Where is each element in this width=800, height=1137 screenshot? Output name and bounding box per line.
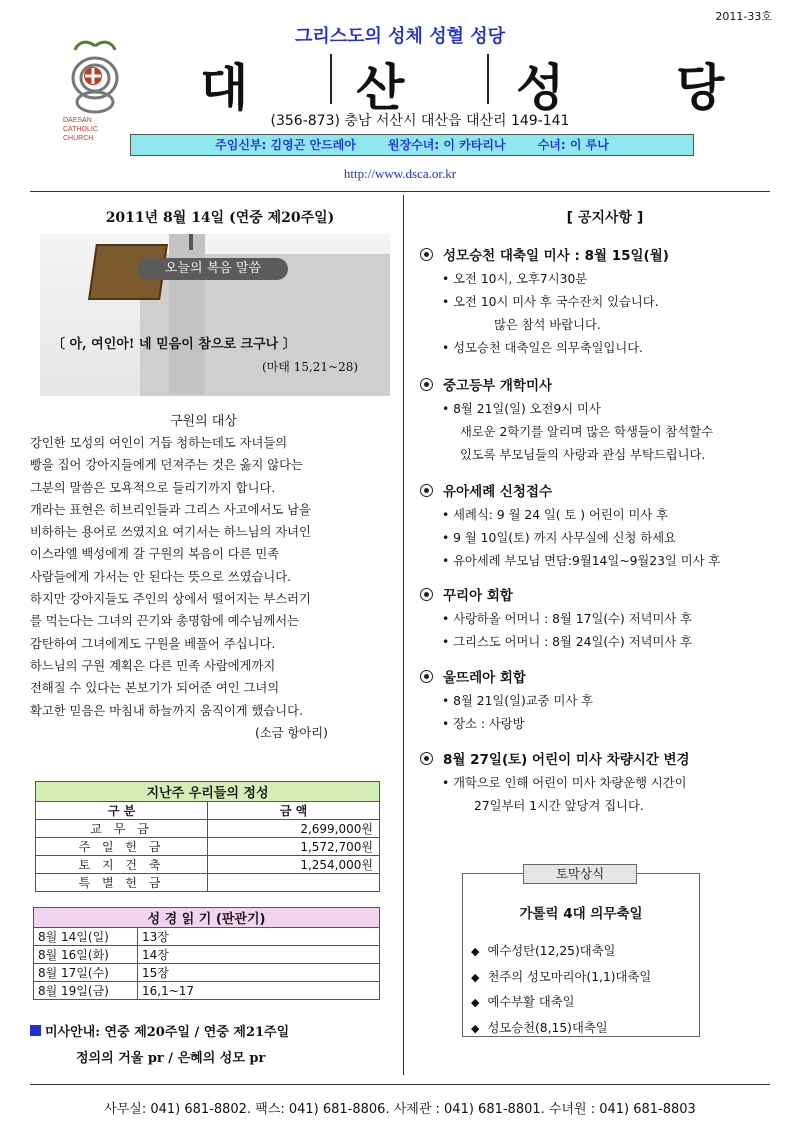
staff-pastor: 주임신부: 김영곤 안드레아	[215, 138, 356, 152]
list-item	[471, 965, 651, 991]
list-item	[471, 939, 651, 965]
offering-amount: 2,699,000원	[208, 820, 380, 838]
notice-line: 많은 참석 바랍니다.	[494, 318, 601, 332]
bottom-divider	[30, 1084, 770, 1085]
notice-line: • 성모승천 대축일은 의무축일입니다.	[442, 341, 644, 355]
big-title	[170, 48, 770, 118]
notice-item	[420, 748, 790, 818]
tomak-label: 토막상식	[523, 864, 637, 884]
sermon-line: 개라는 표현은 히브리인들과 그리스 사고에서도 남을	[30, 502, 311, 517]
church-logo	[55, 38, 135, 158]
tomak-item: 예수부활 대축일	[487, 995, 575, 1009]
contact-footer: 사무실: 041) 681-8802. 팩스: 041) 681-8806. 사제관 : 041) 681-8801. 수녀원 : 041) 681-8803	[104, 1102, 696, 1117]
column-divider	[403, 195, 404, 1075]
notice-item	[420, 480, 790, 573]
offering-label: 주 일 헌 금	[36, 838, 208, 856]
diamond-icon: ◆	[471, 945, 480, 958]
gospel-quote: 〔 아, 여인아! 네 믿음이 참으로 크구나 〕	[52, 337, 296, 352]
title-divider	[330, 54, 332, 104]
offering-amount: 1,572,700원	[208, 838, 380, 856]
circle-bullet-icon	[420, 670, 433, 683]
address: (356-873) 충남 서산시 대산읍 대산리 149-141	[270, 113, 570, 129]
offering-amount	[208, 874, 380, 892]
reading-chapter: 15장	[138, 964, 380, 982]
mass-guide	[30, 1020, 289, 1072]
sermon-line: 하느님의 구원 계획은 다른 민족 사람에게까지	[30, 658, 276, 673]
date-line: 2011년 8월 14일 (연중 제20주일)	[105, 210, 335, 226]
reading-chapter: 14장	[138, 946, 380, 964]
tomak-item: 예수성탄(12,25)대축일	[487, 944, 616, 958]
top-divider	[30, 191, 770, 192]
offering-label: 토 지 건 축	[36, 856, 208, 874]
diamond-icon: ◆	[471, 1021, 480, 1035]
logo-line-1: DAESAN	[63, 117, 92, 124]
circle-bullet-icon	[420, 484, 433, 497]
reading-date: 8월 19일(금)	[34, 982, 138, 1000]
circle-bullet-icon	[420, 378, 433, 391]
notice-line: • 9 월 10일(토) 까지 사무실에 신청 하세요	[442, 531, 676, 545]
reading-date: 8월 14일(일)	[34, 928, 138, 946]
notice-line: • 개학으로 인해 어린이 미사 차량운행 시간이	[442, 776, 687, 790]
offering-col-amount: 금 액	[208, 802, 380, 820]
mass-guide-line2: 정의의 거울 pr / 은혜의 성모 pr	[76, 1051, 266, 1066]
tomak-item: 성모승천(8,15)대축일	[487, 1020, 608, 1035]
notices-title: [ 공지사항 ]	[566, 210, 644, 226]
sermon-line: 를 먹는다는 그녀의 끈기와 총명함에 예수님께서는	[30, 614, 299, 629]
table-row	[34, 928, 380, 946]
staff-superior: 원장수녀: 이 카타리나	[388, 138, 506, 152]
sermon-line: 감탄하여 그녀에게도 구원을 베풀어 주십니다.	[30, 636, 276, 651]
tomak-item: 천주의 성모마리아(1,1)대축일	[487, 969, 652, 984]
list-item	[471, 990, 651, 1016]
table-row	[34, 964, 380, 982]
notice-item	[420, 374, 790, 467]
notice-head: 성모승천 대축일 미사 : 8월 15일(월)	[443, 248, 669, 264]
issue-number: 2011-33호	[715, 10, 772, 23]
sermon-line: 확고한 믿음은 마침내 하늘까지 움직이게 했습니다.	[30, 703, 303, 718]
diamond-icon: ◆	[471, 996, 480, 1009]
notice-line: • 사랑하올 어머니 : 8월 17일(수) 저녁미사 후	[442, 612, 693, 626]
gospel-reference: (마태 15,21~28)	[262, 360, 359, 374]
title-char-3: 성	[516, 58, 565, 117]
title-char-4: 당	[676, 58, 725, 117]
notice-line: 27일부터 1시간 앞당겨 집니다.	[474, 799, 644, 813]
notice-line: • 8월 21일(일)교중 미사 후	[442, 694, 593, 708]
title-divider	[487, 54, 489, 104]
table-row	[34, 982, 380, 1000]
reading-date: 8월 17일(수)	[34, 964, 138, 982]
website-link[interactable]: http://www.dsca.or.kr	[343, 166, 457, 181]
gospel-label: 오늘의 복음 말씀	[138, 258, 288, 280]
notice-line: • 8월 21일(일) 오전9시 미사	[442, 402, 601, 416]
notice-item	[420, 666, 790, 736]
notice-line: 있도록 부모님들의 사랑과 관심 부탁드립니다.	[460, 448, 706, 462]
title-char-1: 대	[200, 58, 249, 117]
notice-item	[420, 244, 790, 360]
notice-line: • 그리스도 어머니 : 8월 24일(수) 저녁미사 후	[442, 635, 693, 649]
sermon-line: 빵을 집어 강아지들에게 던져주는 것은 옳지 않다는	[30, 458, 303, 473]
staff-sister: 수녀: 이 루나	[537, 138, 609, 152]
sermon-line: 이스라엘 백성에게 갈 구원의 복음이 다른 민족	[30, 547, 280, 562]
table-row	[34, 946, 380, 964]
tomak-title: 가톨릭 4대 의무축일	[519, 906, 643, 922]
notice-line: • 장소 : 사랑방	[442, 717, 525, 731]
sermon-line: 강인한 모성의 여인이 거듭 청하는데도 자녀들의	[30, 436, 288, 450]
tomak-list	[471, 939, 651, 1041]
circle-bullet-icon	[420, 248, 433, 261]
notice-head: 8월 27일(토) 어린이 미사 차량시간 변경	[443, 752, 690, 768]
table-row	[36, 838, 380, 856]
reading-title: 성 경 읽 기 (판관기)	[34, 908, 380, 928]
sermon-line: 하지만 강아지들도 주인의 상에서 떨어지는 부스러기	[30, 592, 311, 607]
offering-label: 교 무 금	[36, 820, 208, 838]
circle-bullet-icon	[420, 752, 433, 765]
title-char-2: 산	[356, 58, 405, 117]
circle-bullet-icon	[420, 588, 433, 601]
notice-head: 유아세례 신청접수	[443, 484, 553, 500]
sermon-signature: (소금 항아리)	[255, 725, 328, 740]
staff-bar	[130, 134, 694, 156]
notice-head: 울뜨레아 회합	[443, 670, 526, 686]
bible-reading-table	[33, 907, 380, 1000]
notice-line: • 유아세례 부모님 면담:9월14일~9월23일 미사 후	[442, 554, 721, 568]
logo-line-3: CHURCH	[63, 135, 94, 142]
mass-guide-line1: 미사안내: 연중 제20주일 / 연중 제21주일	[45, 1025, 290, 1040]
sermon-line: 비하하는 용어로 쓰였지요 여기서는 하느님의 자녀인	[30, 525, 311, 540]
table-row	[36, 856, 380, 874]
offering-title: 지난주 우리들의 정성	[36, 782, 380, 802]
sermon-line: 전해질 수 있다는 본보기가 되어준 여인 그녀의	[30, 681, 280, 696]
diamond-icon: ◆	[471, 970, 480, 984]
notice-line: • 세례식: 9 월 24 일( 토 ) 어린이 미사 후	[442, 508, 669, 522]
reading-chapter: 13장	[138, 928, 380, 946]
list-item	[471, 1016, 651, 1042]
tomak-box	[462, 866, 700, 1037]
reading-chapter: 16,1~17	[138, 982, 380, 1000]
notice-line: • 오전 10시, 오후7시30분	[442, 272, 588, 286]
table-row	[36, 874, 380, 892]
notice-item	[420, 584, 790, 654]
sermon-text	[30, 432, 390, 744]
notice-line: • 오전 10시 미사 후 국수잔치 있습니다.	[442, 295, 659, 309]
table-row	[36, 820, 380, 838]
logo-line-2: CATHOLIC	[63, 126, 98, 133]
tower-cross	[189, 234, 193, 250]
offering-label: 특 별 헌 금	[36, 874, 208, 892]
offering-amount: 1,254,000원	[208, 856, 380, 874]
square-bullet-icon	[30, 1025, 41, 1036]
reading-date: 8월 16일(화)	[34, 946, 138, 964]
sermon-line: 그분의 말씀은 모욕적으로 들리기까지 합니다.	[30, 480, 276, 495]
notice-line: 새로운 2학기를 알리며 많은 학생들이 참석할수	[460, 425, 714, 439]
offering-col-item: 구 분	[36, 802, 208, 820]
notice-head: 꾸리아 회합	[443, 588, 513, 604]
sermon-line: 사람들에게 가서는 안 된다는 뜻으로 쓰였습니다.	[30, 569, 292, 584]
sermon-title: 구원의 대상	[170, 414, 237, 429]
parish-full-name: 그리스도의 성체 성혈 성당	[294, 26, 506, 47]
notice-head: 중고등부 개학미사	[443, 378, 553, 394]
offering-table	[35, 781, 380, 892]
